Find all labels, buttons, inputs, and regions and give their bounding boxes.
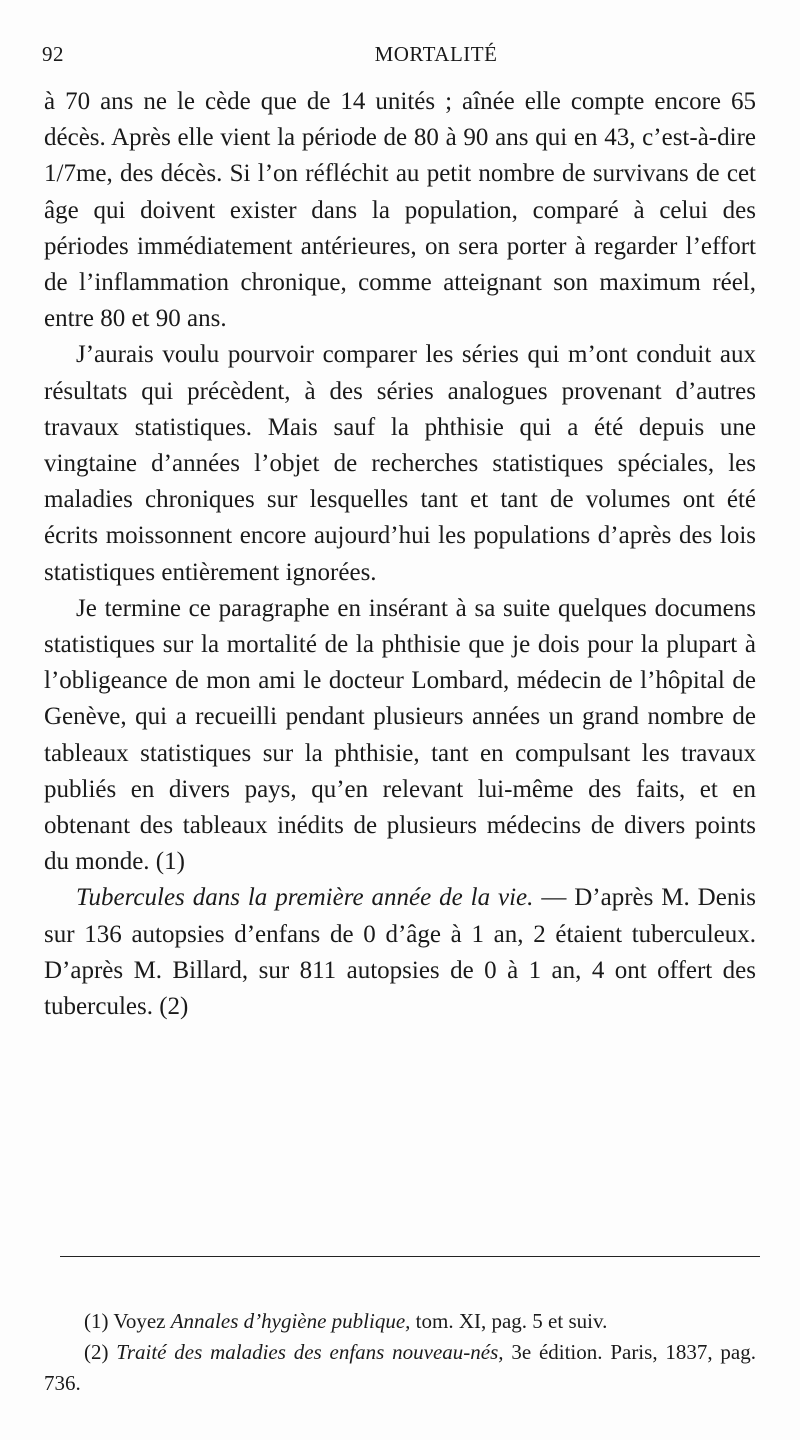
footnote-1-text: tom. XI, pag. 5 et suiv. bbox=[410, 1309, 608, 1333]
footnote-1-marker: (1) Voyez bbox=[84, 1309, 171, 1333]
paragraph-1: à 70 ans ne le cède que de 14 unités ; aînée elle compte encore 65 décès. Après elle vient la période de 80 à 90 ans qui en 43, c’est-à-dire 1/7me, des décès. Si l’on réfléchit au petit nombre de survivans de cet âge qui doivent exister dans la population, comparé à celui des périodes immédiatement antérieures, on sera porter à regarder l’effort de l’inflammation chronique, comme atteignant son maximum réel, entre 80 et 90 ans. bbox=[44, 88, 756, 333]
body-text bbox=[44, 84, 756, 1025]
footnote-1-title: Annales d’hygiène publique, bbox=[170, 1309, 411, 1333]
footnotes bbox=[44, 1306, 756, 1399]
running-title: MORTALITÉ bbox=[374, 42, 498, 66]
page-number: 92 bbox=[42, 42, 64, 66]
footnote-2-title: Traité des maladies des enfans nouveau-nés, bbox=[116, 1340, 504, 1364]
footnote-1 bbox=[44, 1306, 756, 1337]
page-header bbox=[42, 40, 740, 70]
footnote-separator bbox=[60, 1256, 760, 1257]
paragraph-3: Je termine ce paragraphe en insérant à sa suite quelques documens statistiques sur la mortalité de la phthisie que je dois pour la plupart à l’obligeance de mon ami le docteur Lombard, médecin de l’hôpital de Genève, qui a recueilli pendant plusieurs années un grand nombre de tableaux statistiques sur la phthisie, tant en compulsant les travaux publiés en divers pays, qu’en relevant lui-même des faits, et en obtenant des tableaux inédits de plusieurs médecins de divers points du monde. (1) bbox=[44, 594, 756, 876]
paragraph-4 bbox=[44, 880, 756, 1025]
paragraph-4-text: — D’après M. Denis sur 136 autopsies d’enfans de 0 d’âge à 1 an, 2 étaient tuberculeux. D’après M. Billard, sur 811 autopsies de 0 à 1 an, 4 ont offert des tubercules. (2) bbox=[44, 884, 757, 1021]
paragraph-4-italic-heading: Tubercules dans la première année de la vie. bbox=[76, 884, 534, 912]
footnote-2-marker: (2) bbox=[84, 1340, 117, 1364]
paragraph-2: J’aurais voulu pourvoir comparer les séries qui m’ont conduit aux résultats qui précèdent, à des séries analogues provenant d’autres travaux statistiques. Mais sauf la phthisie qui a été depuis une vingtaine d’années l’objet de recherches statistiques spéciales, les maladies chroniques sur lesquelles tant et tant de volumes ont été écrits moissonnent encore aujourd’hui les populations d’après des lois statistiques entièrement ignorées. bbox=[44, 341, 756, 586]
footnote-2 bbox=[44, 1337, 756, 1399]
footnote-2-text: 3e édition. Paris, 1837, pag. 736. bbox=[44, 1340, 756, 1395]
